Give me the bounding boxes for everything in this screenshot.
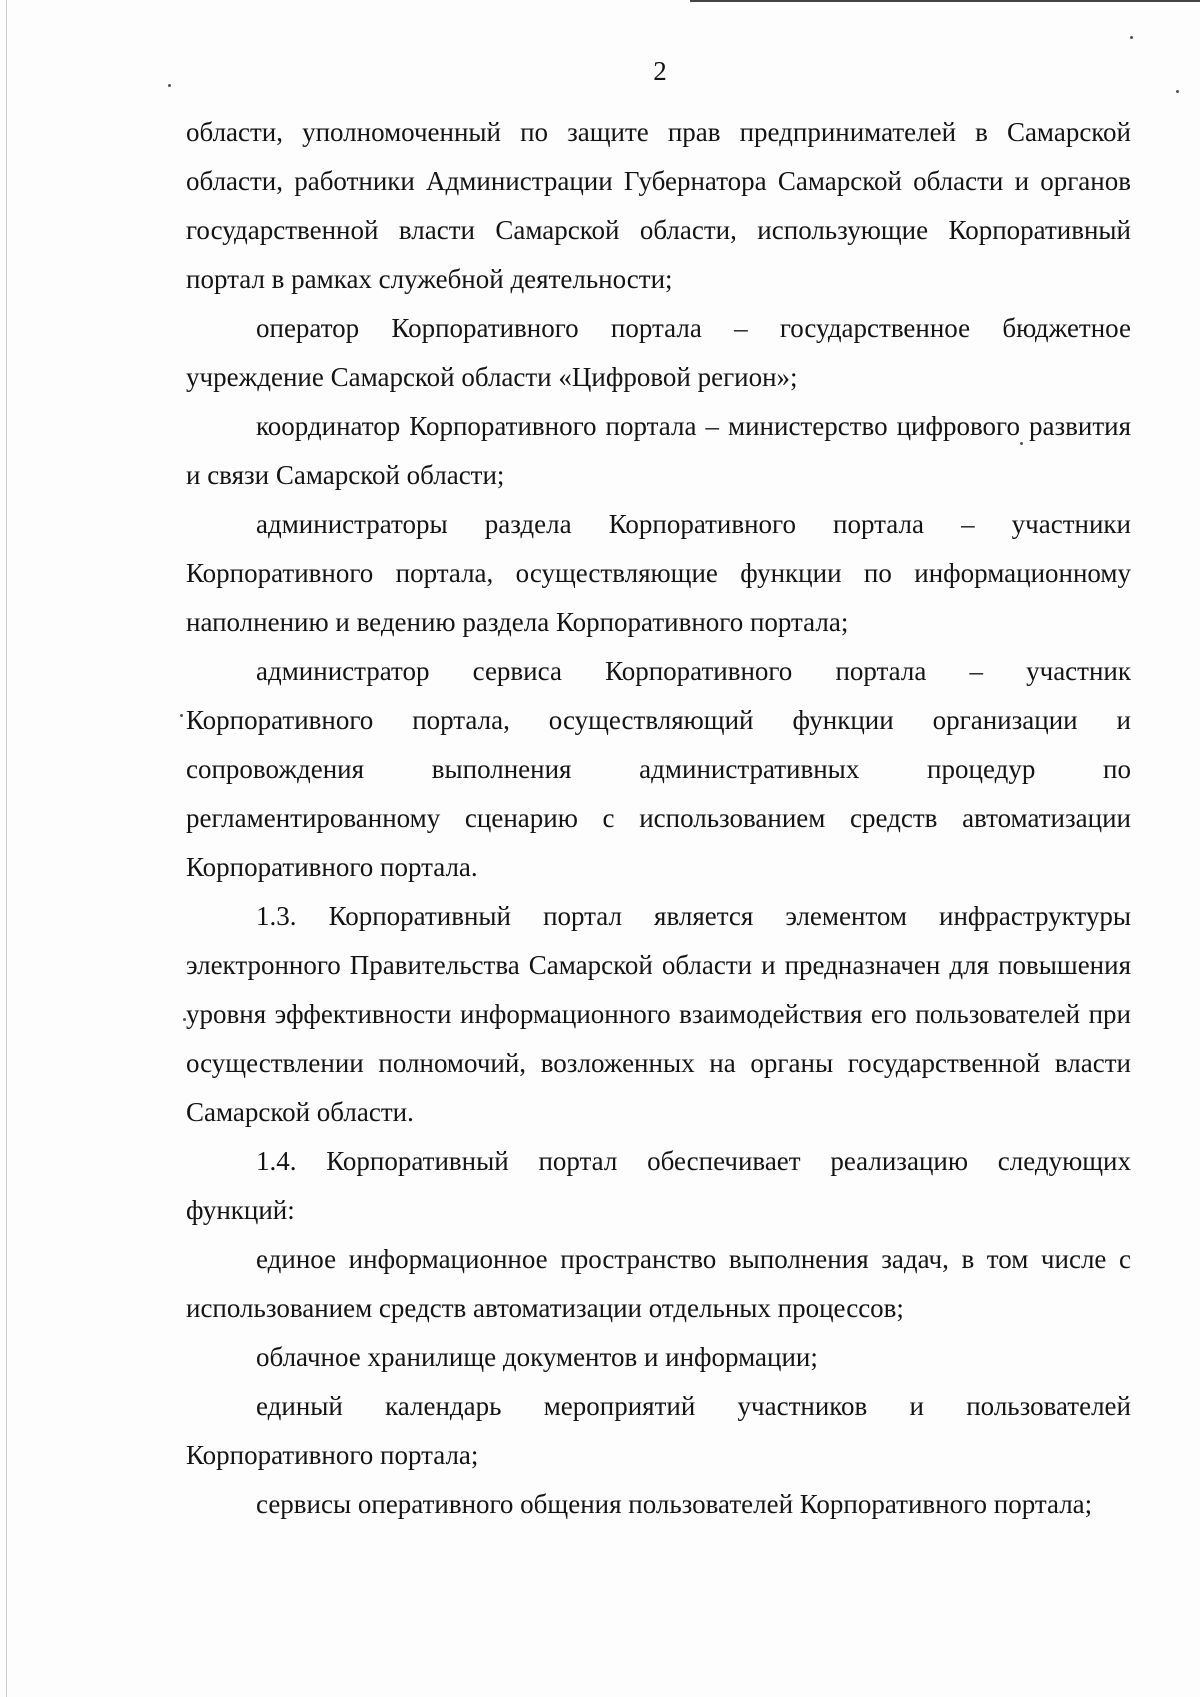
paragraph: 1.3. Корпоративный портал является элементом инфраструктуры электронного Правительства Самарской области и предназначен для повышения уровня эффективности информационного взаимодействия его пользователей при осуществлении полномочий, возложенных на органы государственной власти Самарской области. xyxy=(186,901,1131,1127)
scan-speck xyxy=(1020,442,1023,445)
paragraph: 1.4. Корпоративный портал обеспечивает реализацию следующих функций: xyxy=(186,1146,1131,1225)
paragraph: сервисы оперативного общения пользователей Корпоративного портала; xyxy=(256,1489,1093,1519)
paragraph: администраторы раздела Корпоративного портала – участники Корпоративного портала, осуществляющие функции по информационному наполнению и ведению раздела Корпоративного портала; xyxy=(186,509,1131,637)
document-body xyxy=(186,108,1131,1529)
paragraph: администратор сервиса Корпоративного портала – участник Корпоративного портала, осуществляющий функции организации и сопровождения выполнения административных процедур по регламентированному сценарию с использованием средств автоматизации Корпоративного портала. xyxy=(186,656,1131,882)
scan-speck xyxy=(168,84,171,87)
paragraph: облачное хранилище документов и информации; xyxy=(256,1342,818,1372)
paragraph: единое информационное пространство выполнения задач, в том числе с использованием средств автоматизации отдельных процессов; xyxy=(186,1244,1131,1323)
scan-speck xyxy=(180,714,183,717)
paragraph: единый календарь мероприятий участников и пользователей Корпоративного портала; xyxy=(186,1391,1131,1470)
paragraph: оператор Корпоративного портала – государственное бюджетное учреждение Самарской области «Цифровой регион»; xyxy=(186,313,1131,392)
scan-speck xyxy=(1130,36,1133,39)
page-number: 2 xyxy=(653,56,667,86)
paragraph: области, уполномоченный по защите прав предпринимателей в Самарской области, работники Администрации Губернатора Самарской области и органов государственной власти Самарской области, использующие Корпоративный портал в рамках служебной деятельности; xyxy=(186,117,1131,294)
paragraph: координатор Корпоративного портала – министерство цифрового развития и связи Самарской области; xyxy=(186,411,1131,490)
scan-speck xyxy=(1176,90,1179,93)
left-scan-edge xyxy=(6,0,7,1697)
top-edge-rule xyxy=(690,0,1200,2)
scan-speck xyxy=(183,1018,186,1021)
